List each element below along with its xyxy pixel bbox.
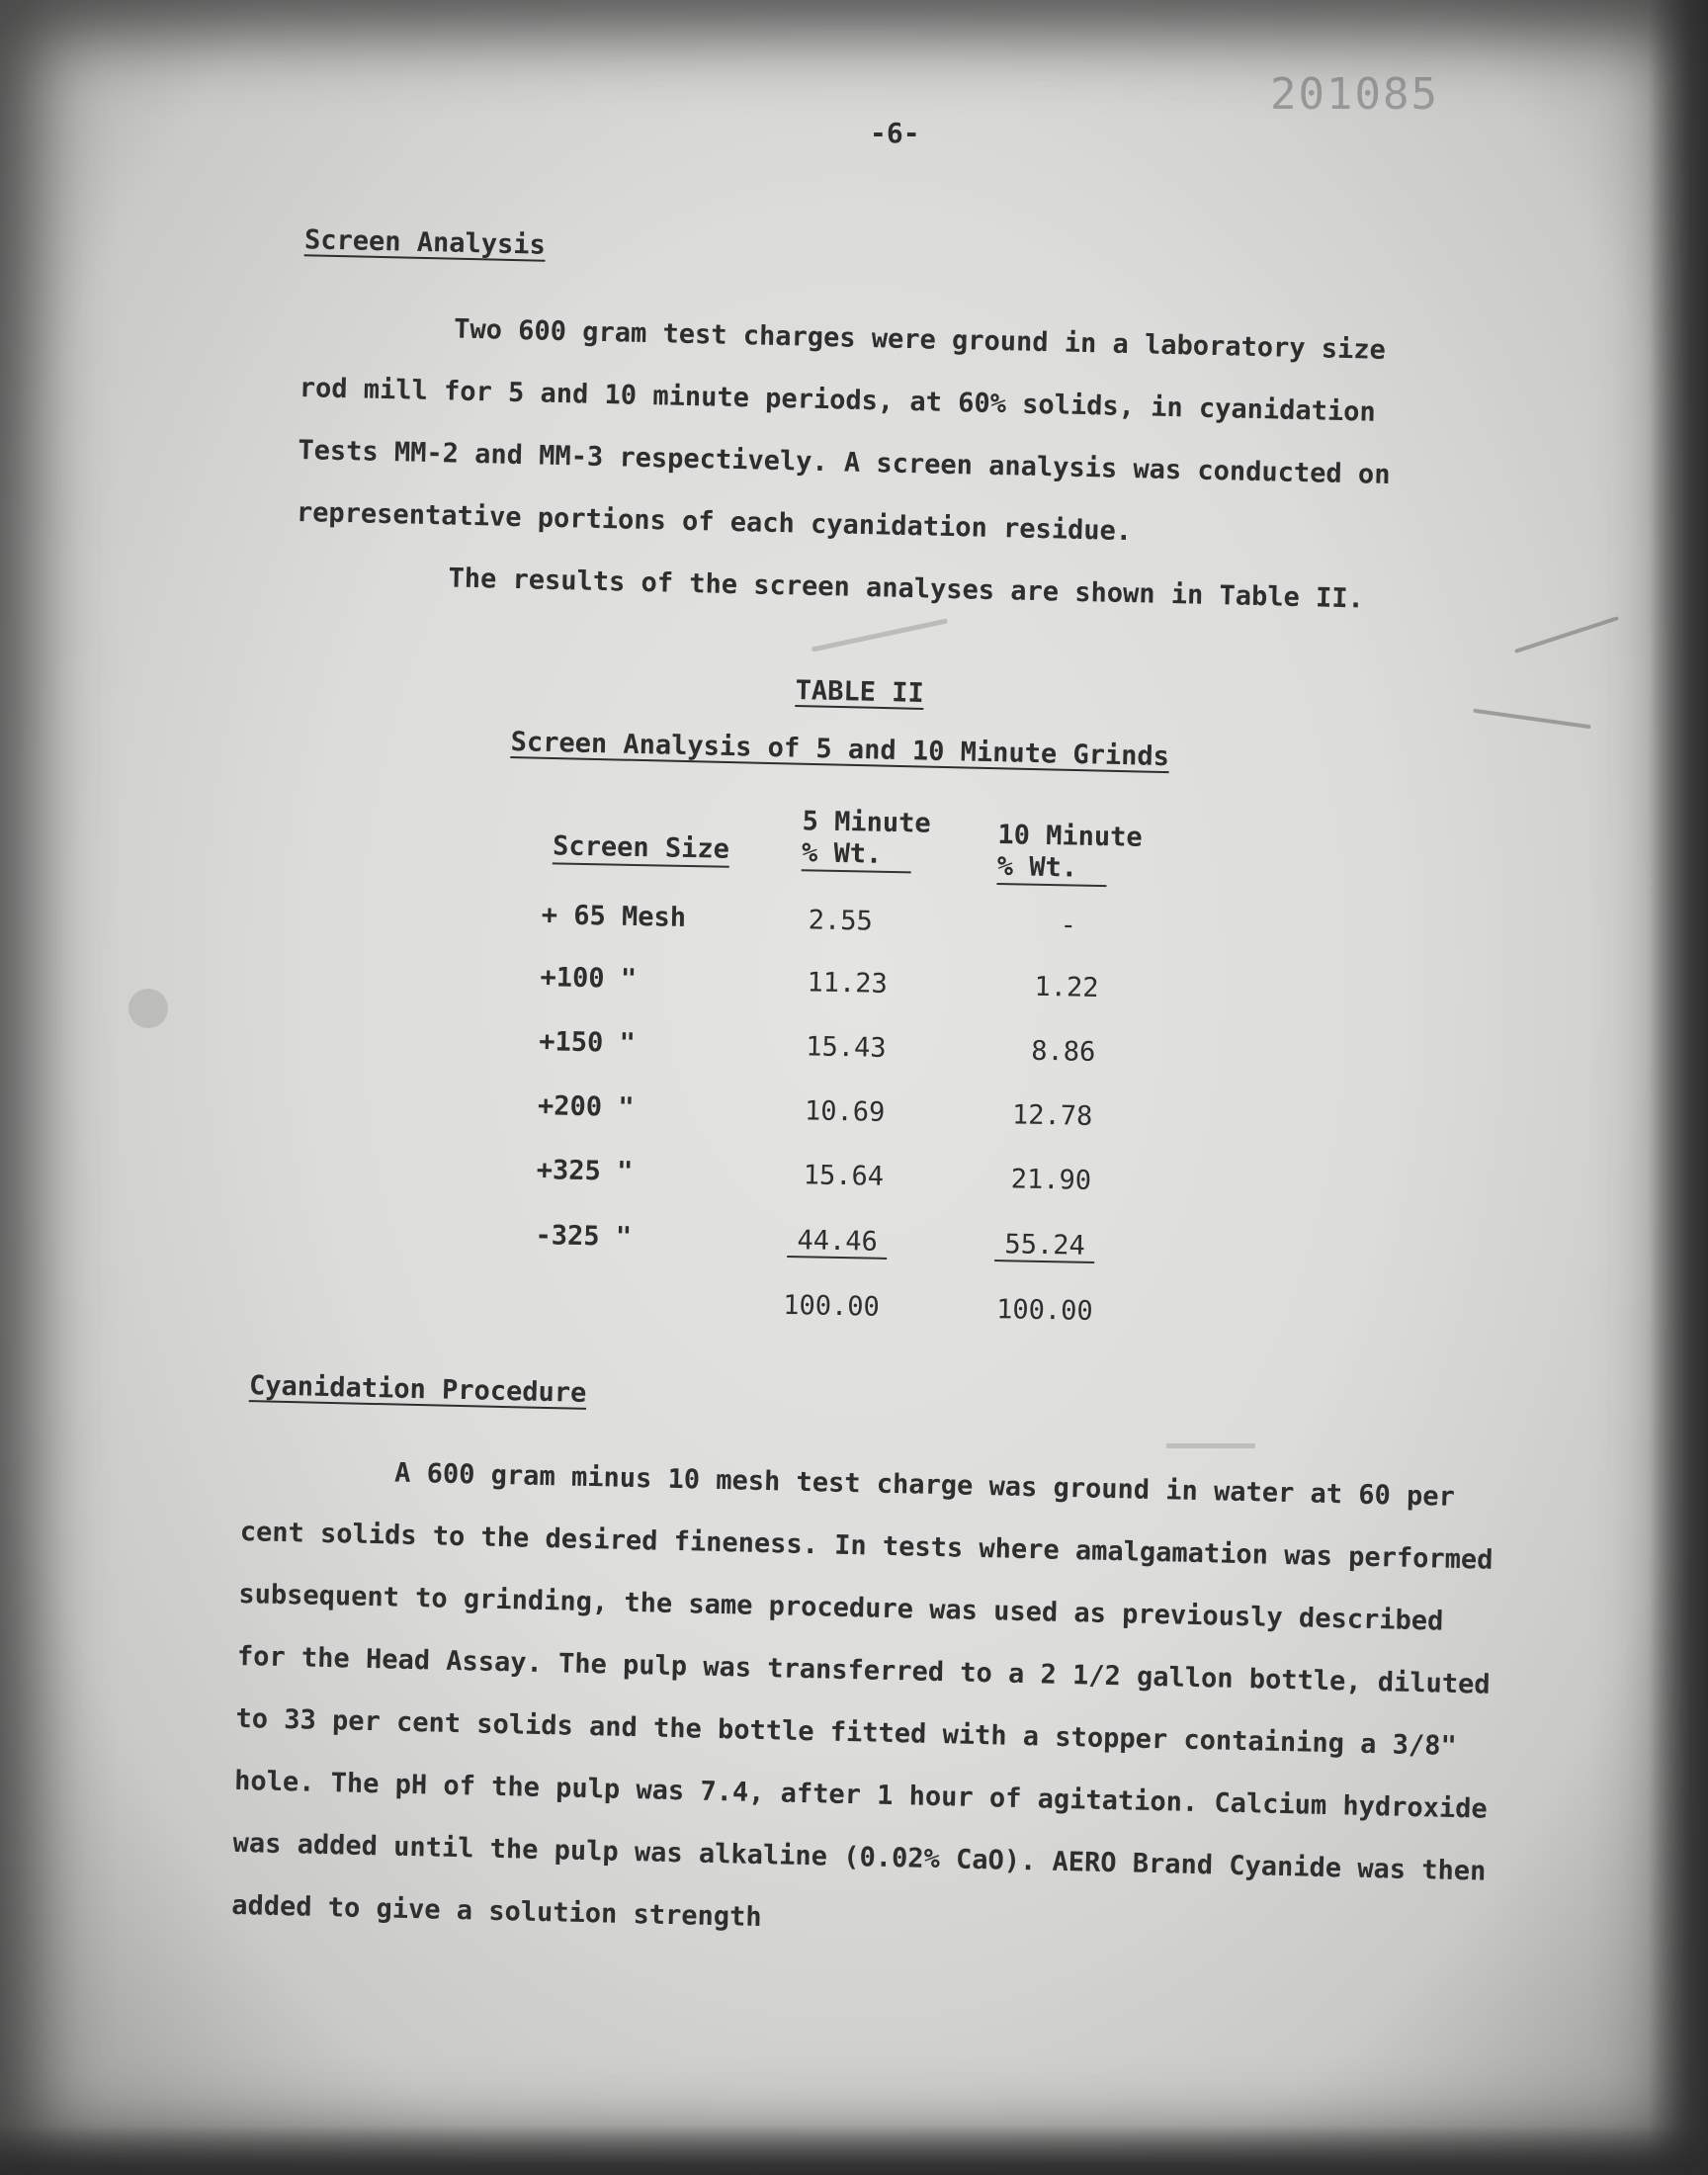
screen-analysis-table <box>534 801 1206 1327</box>
screen-analysis-paragraph-1: Two 600 gram test charges were ground in a laboratory size rod mill for 5 and 10 minute periods, at 60% solids, in cyanidation Tests MM-2 and MM-3 respectively. A screen analysis was conducted on representative portions of each cyanidation residue. <box>296 313 1391 548</box>
screen-analysis-heading: Screen Analysis <box>303 224 547 261</box>
scan-shadow-bottom <box>0 2126 1708 2175</box>
screen-analysis-paragraph-2: The results of the screen analyses are shown in Table II. <box>448 563 1365 615</box>
screen-size-cell: +200 " <box>537 1090 635 1124</box>
screen-size-cell: -325 " <box>535 1220 633 1253</box>
screen-size-cell: +325 " <box>536 1155 634 1187</box>
five-minute-cell: 15.64 <box>803 1160 885 1192</box>
ten-minute-total: 100.00 <box>995 1294 1094 1327</box>
ten-minute-cell: 12.78 <box>1011 1099 1093 1132</box>
screen-size-cell: +100 " <box>540 962 638 996</box>
screen-size-cell: +150 " <box>539 1026 637 1060</box>
column-header-5-minute: 5 Minute % Wt. <box>802 806 931 873</box>
paper-mark <box>1514 616 1619 653</box>
paper-mark <box>1473 709 1590 730</box>
screen-size-cell: + 65 Mesh <box>541 900 687 933</box>
five-minute-cell: 11.23 <box>807 967 889 1000</box>
ten-minute-cell: 55.24 <box>994 1229 1095 1263</box>
screen-analysis-body <box>295 295 1438 632</box>
ten-minute-cell: 1.22 <box>1034 971 1099 1004</box>
column-header-screen-size: Screen Size <box>553 830 729 867</box>
ten-minute-cell: - <box>1060 910 1077 941</box>
five-minute-cell: 2.55 <box>808 905 874 937</box>
table-row <box>529 1026 1202 1079</box>
paper-mark <box>1166 1443 1255 1448</box>
scan-shadow-right <box>1649 0 1708 2175</box>
table-row <box>525 1220 1198 1272</box>
ten-minute-cell: 8.86 <box>1030 1035 1096 1068</box>
table-total-row <box>524 1285 1197 1338</box>
page-number: -6- <box>870 117 920 149</box>
table-row <box>531 900 1204 952</box>
table-row <box>530 962 1203 1014</box>
cyanidation-procedure-heading: Cyanidation Procedure <box>248 1370 587 1409</box>
five-minute-cell: 15.43 <box>805 1031 887 1064</box>
document-number-stamp: 201085 <box>1270 69 1439 120</box>
five-minute-cell: 10.69 <box>804 1095 886 1128</box>
table-row <box>528 1090 1201 1143</box>
cyanidation-paragraph: A 600 gram minus 10 mesh test charge was ground in water at 60 per cent solids to the desired fineness. In tests where amalgamation was performed subsequent to grinding, the same procedure was used as previously described for the Head Assay. The pulp was transferred to a 2 1/2 gallon bottle, diluted to 33 per cent solids and the bottle fitted with a stopper containing a 3/8" hole. The pH of the pulp was 7.4, after 1 hour of agitation. Calcium hydroxide was added until the pulp was alkaline (0.02% CaO). AERO Brand Cyanide was then added to give a solution strength <box>230 1457 1494 1934</box>
cyanidation-procedure-body <box>231 1438 1497 1965</box>
five-minute-total: 100.00 <box>782 1289 881 1323</box>
paper-mark <box>128 989 168 1028</box>
table-title: Screen Analysis of 5 and 10 Minute Grinds <box>510 727 1170 773</box>
paper-mark <box>811 619 948 652</box>
table-row <box>526 1155 1199 1207</box>
table-label: TABLE II <box>795 675 925 709</box>
ten-minute-cell: 21.90 <box>1010 1164 1092 1196</box>
column-header-10-minute: 10 Minute % Wt. <box>996 820 1143 888</box>
five-minute-cell: 44.46 <box>787 1225 888 1260</box>
